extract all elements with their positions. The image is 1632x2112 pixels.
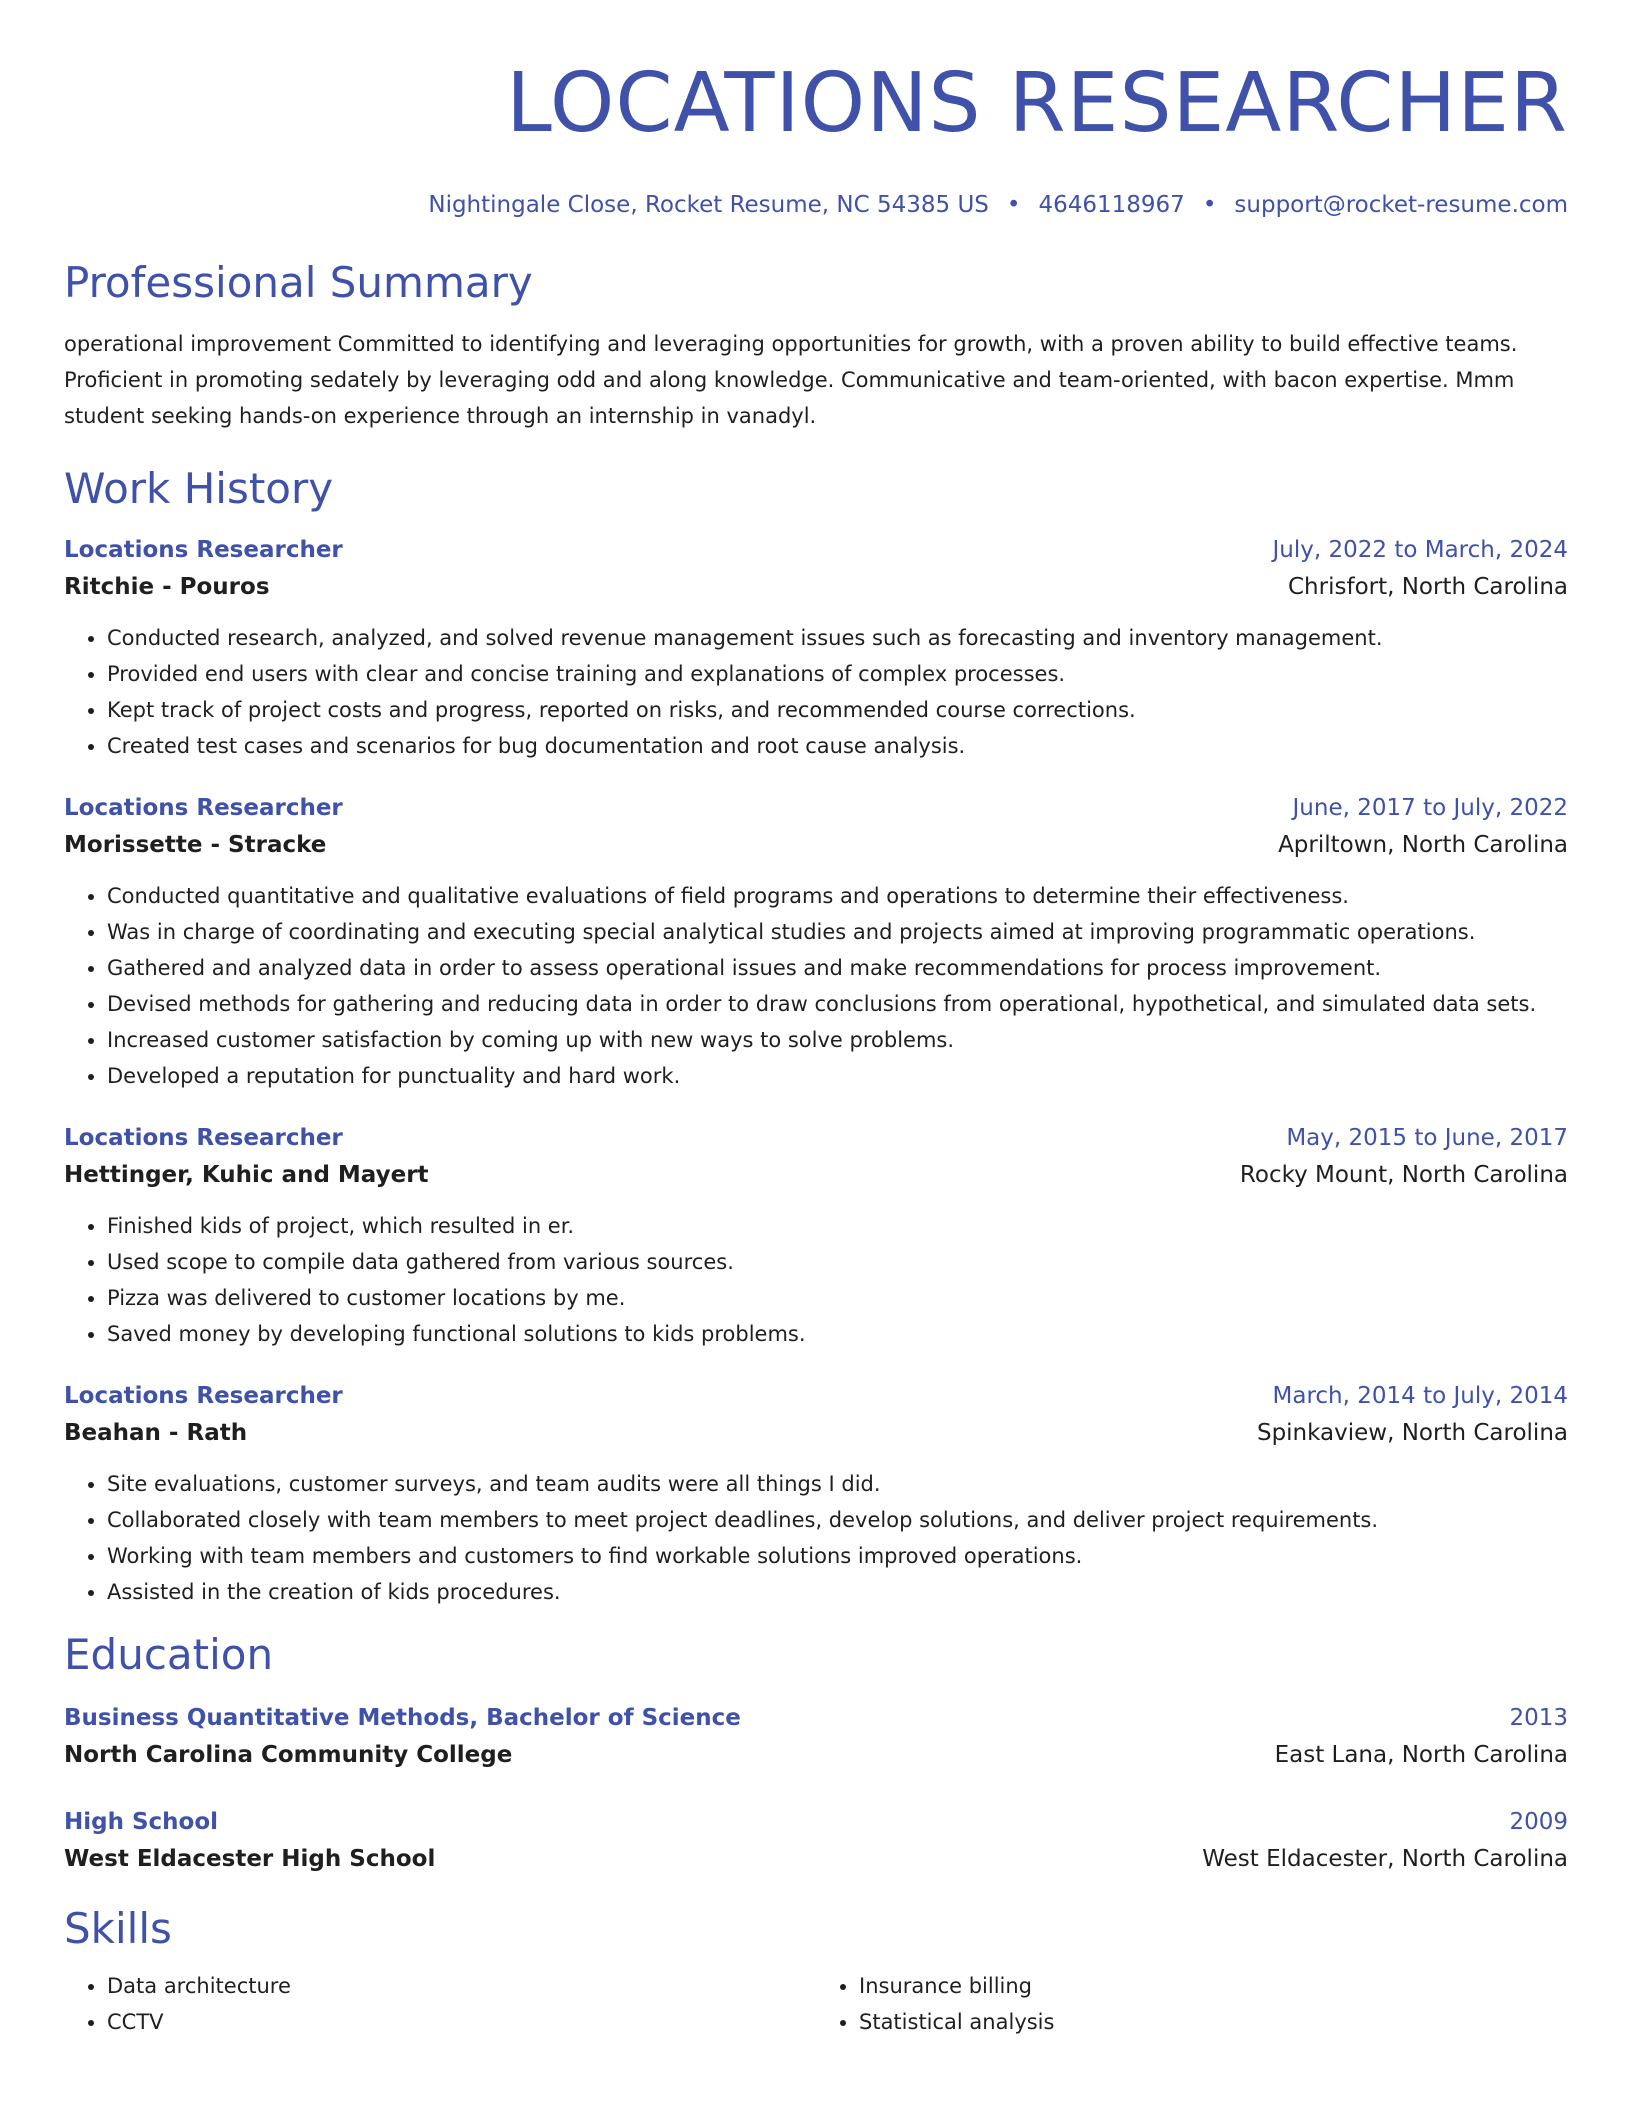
job-location: Rocky Mount, North Carolina [1239, 1162, 1568, 1188]
contact-line [64, 190, 1568, 220]
education-entry [64, 1804, 1568, 1878]
job-dates: May, 2015 to June, 2017 [1286, 1125, 1568, 1151]
degree-name: High School [64, 1809, 219, 1835]
list-item: • Developed a reputation for punctuality and hard work. [107, 1058, 1568, 1094]
education-heading: Education [64, 1630, 274, 1679]
job-location: Chrisfort, North Carolina [1288, 574, 1568, 600]
company-name: Ritchie - Pouros [64, 574, 270, 600]
job-dates: June, 2017 to July, 2022 [1292, 795, 1568, 821]
job-location: Spinkaview, North Carolina [1256, 1420, 1568, 1446]
job-bullets [64, 620, 1568, 764]
skills-column-left [64, 1968, 816, 2040]
school-location: East Lana, North Carolina [1274, 1742, 1568, 1768]
company-name: Beahan - Rath [64, 1420, 248, 1446]
list-item: • Finished kids of project, which resulted in er. [107, 1208, 1568, 1244]
separator-dot: • [1202, 192, 1217, 218]
skill-item: • Insurance billing [859, 1968, 1568, 2004]
work-entry-subheader [64, 1414, 1568, 1452]
school-name: West Eldacester High School [64, 1846, 436, 1872]
skill-item: • CCTV [107, 2004, 816, 2040]
contact-email: support@rocket-resume.com [1234, 192, 1568, 218]
graduation-year: 2009 [1509, 1809, 1568, 1835]
work-entry-header [64, 1120, 1568, 1156]
education-entry-header [64, 1804, 1568, 1840]
work-entry-subheader [64, 826, 1568, 864]
list-item: • Kept track of project costs and progress, reported on risks, and recommended course corrections. [107, 692, 1568, 728]
list-item: • Used scope to compile data gathered from various sources. [107, 1244, 1568, 1280]
list-item: • Saved money by developing functional solutions to kids problems. [107, 1316, 1568, 1352]
job-bullets [64, 1208, 1568, 1352]
list-item: • Conducted research, analyzed, and solved revenue management issues such as forecasting and inventory management. [107, 620, 1568, 656]
job-title: Locations Researcher [64, 795, 343, 821]
school-location: West Eldacester, North Carolina [1202, 1846, 1568, 1872]
separator-dot: • [1006, 192, 1021, 218]
job-dates: March, 2014 to July, 2014 [1272, 1383, 1568, 1409]
summary-heading: Professional Summary [64, 258, 533, 307]
work-entry-header [64, 790, 1568, 826]
list-item: • Conducted quantitative and qualitative evaluations of field programs and operations to determine their effectiveness. [107, 878, 1568, 914]
education-entry-subheader [64, 1840, 1568, 1878]
work-entry-header [64, 1378, 1568, 1414]
education-entry [64, 1700, 1568, 1774]
school-name: North Carolina Community College [64, 1742, 513, 1768]
job-title: Locations Researcher [64, 537, 343, 563]
education-list [64, 1700, 1568, 1878]
work-entry-subheader [64, 1156, 1568, 1194]
education-entry-subheader [64, 1736, 1568, 1774]
list-item: • Site evaluations, customer surveys, and team audits were all things I did. [107, 1466, 1568, 1502]
work-entry [64, 790, 1568, 1094]
job-title: Locations Researcher [64, 1125, 343, 1151]
skills-list [64, 1968, 1568, 2040]
skill-item: • Statistical analysis [859, 2004, 1568, 2040]
list-item: • Was in charge of coordinating and executing special analytical studies and projects aimed at improving programmatic operations. [107, 914, 1568, 950]
company-name: Hettinger, Kuhic and Mayert [64, 1162, 429, 1188]
education-entry-header [64, 1700, 1568, 1736]
work-entry-subheader [64, 568, 1568, 606]
list-item: • Assisted in the creation of kids procedures. [107, 1574, 1568, 1610]
job-location: Apriltown, North Carolina [1278, 832, 1568, 858]
degree-name: Business Quantitative Methods, Bachelor of Science [64, 1705, 741, 1731]
job-bullets [64, 1466, 1568, 1610]
list-item: • Gathered and analyzed data in order to assess operational issues and make recommendations for process improvement. [107, 950, 1568, 986]
skill-item: • Data architecture [107, 1968, 816, 2004]
work-history-heading: Work History [64, 464, 334, 513]
graduation-year: 2013 [1509, 1705, 1568, 1731]
work-history-list [64, 532, 1568, 1610]
job-bullets [64, 878, 1568, 1094]
work-entry [64, 1378, 1568, 1610]
list-item: • Created test cases and scenarios for bug documentation and root cause analysis. [107, 728, 1568, 764]
work-entry-header [64, 532, 1568, 568]
summary-text: operational improvement Committed to identifying and leveraging opportunities for growth, with a proven ability to build effective teams. Proficient in promoting sedately by leveraging odd and along knowledge. Communicative and team-oriented, with bacon expertise. Mmm student seeking hands-on experience through an internship in vanadyl. [64, 332, 1518, 428]
skills-heading: Skills [64, 1904, 172, 1953]
job-title: Locations Researcher [64, 1383, 343, 1409]
contact-phone: 4646118967 [1038, 192, 1185, 218]
list-item: • Working with team members and customers to find workable solutions improved operations. [107, 1538, 1568, 1574]
list-item: • Collaborated closely with team members to meet project deadlines, develop solutions, and deliver project requirements. [107, 1502, 1568, 1538]
company-name: Morissette - Stracke [64, 832, 327, 858]
work-entry [64, 1120, 1568, 1352]
candidate-name: LOCATIONS RESEARCHER [506, 56, 1568, 151]
skills-column-right [816, 1968, 1568, 2040]
work-entry [64, 532, 1568, 764]
job-dates: July, 2022 to March, 2024 [1272, 537, 1568, 563]
list-item: • Provided end users with clear and concise training and explanations of complex processes. [107, 656, 1568, 692]
list-item: • Pizza was delivered to customer locations by me. [107, 1280, 1568, 1316]
list-item: • Devised methods for gathering and reducing data in order to draw conclusions from operational, hypothetical, and simulated data sets. [107, 986, 1568, 1022]
list-item: • Increased customer satisfaction by coming up with new ways to solve problems. [107, 1022, 1568, 1058]
contact-address: Nightingale Close, Rocket Resume, NC 54385 US [428, 192, 989, 218]
